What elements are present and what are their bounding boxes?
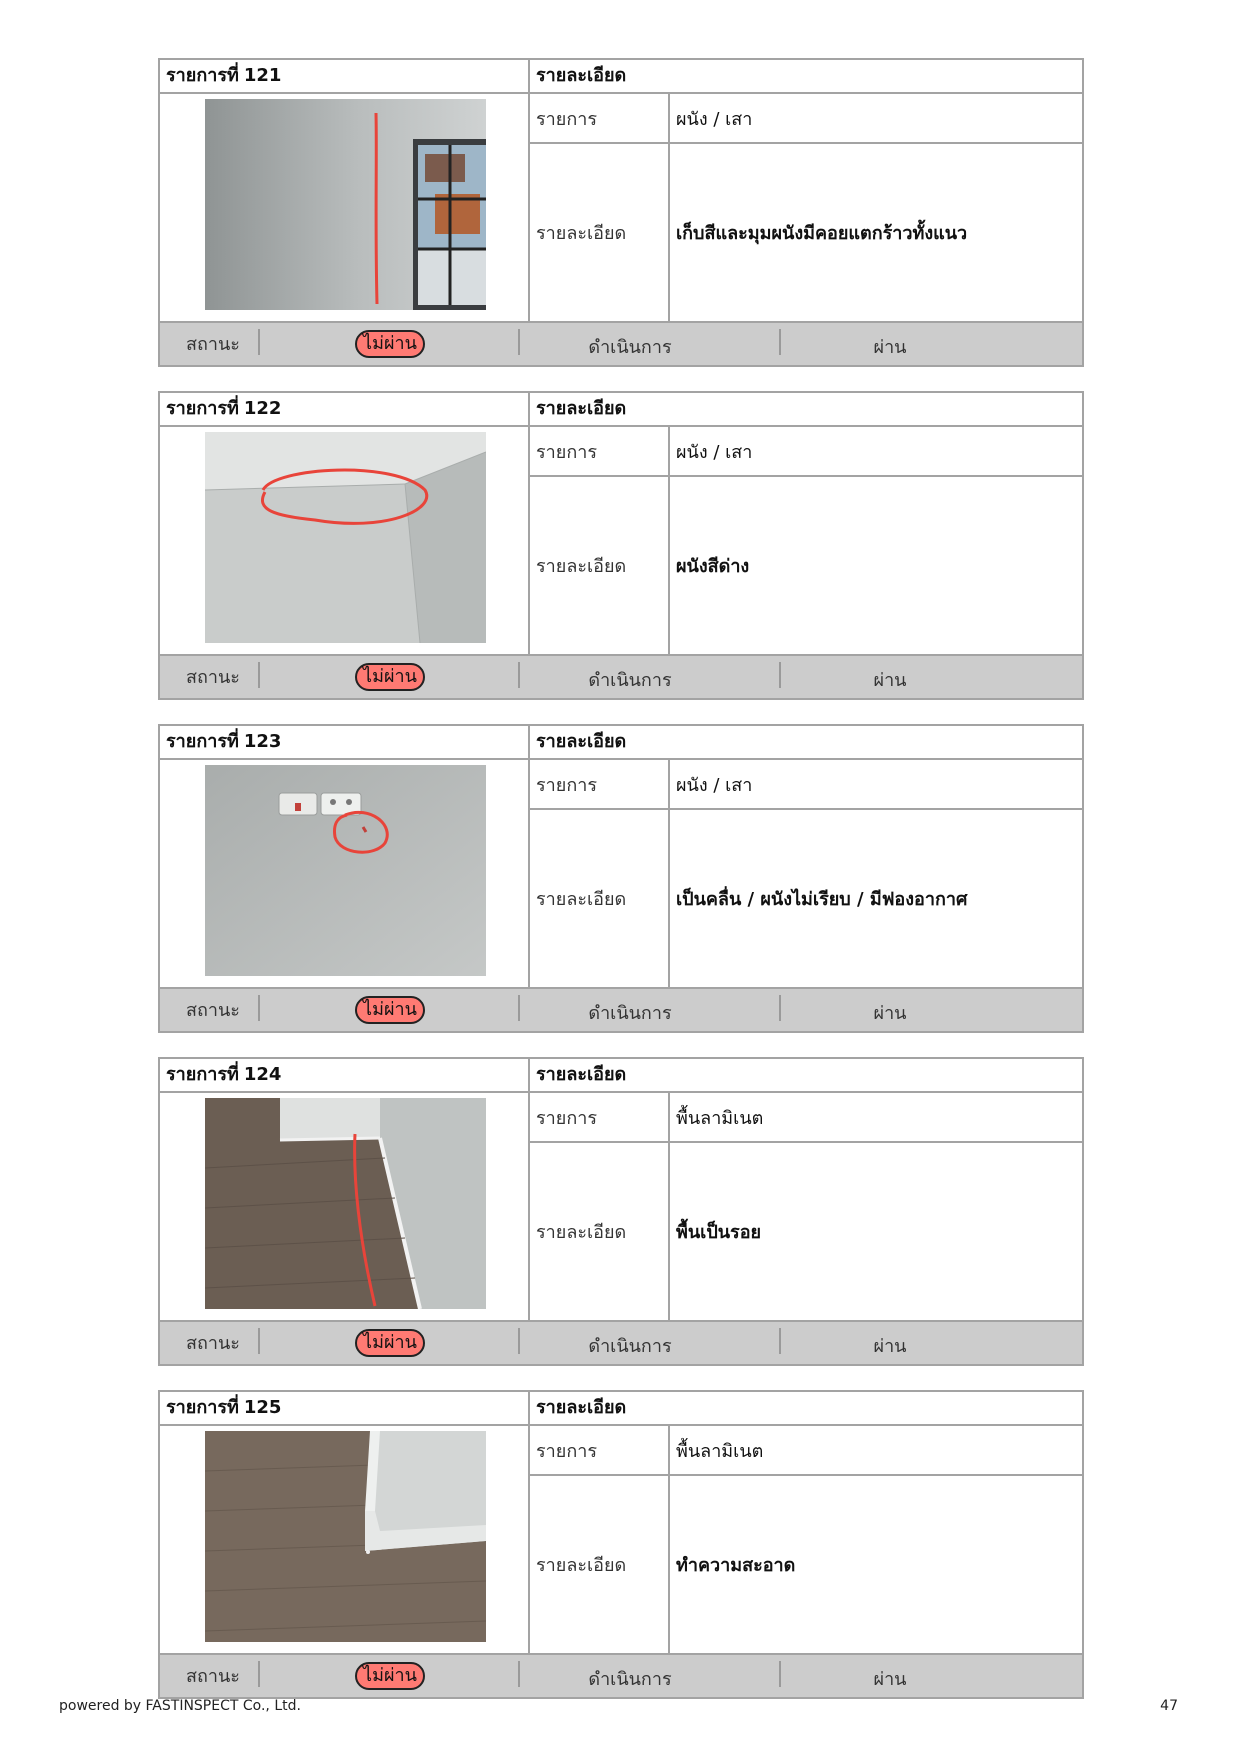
divider bbox=[518, 1328, 520, 1354]
photo-cell bbox=[160, 94, 530, 321]
status-pass[interactable]: ผ่าน bbox=[873, 1669, 907, 1690]
item-label: รายการ bbox=[530, 760, 670, 808]
detail-label: รายละเอียด bbox=[530, 810, 670, 987]
item-row bbox=[530, 1426, 1082, 1476]
card-header bbox=[160, 393, 1082, 427]
detail-header: รายละเอียด bbox=[536, 731, 627, 752]
item-number: 121 bbox=[243, 65, 282, 86]
item-label: รายการ bbox=[530, 1093, 670, 1141]
card-body bbox=[160, 427, 1082, 654]
defect-photo[interactable] bbox=[205, 765, 486, 976]
divider bbox=[518, 662, 520, 688]
detail-row bbox=[530, 477, 1082, 654]
inspection-card bbox=[158, 1390, 1084, 1699]
detail-label: รายละเอียด bbox=[530, 144, 670, 321]
item-title bbox=[160, 1392, 530, 1424]
item-title bbox=[160, 60, 530, 92]
divider bbox=[258, 329, 260, 355]
item-value: ผนัง / เสา bbox=[676, 441, 753, 463]
status-pass[interactable]: ผ่าน bbox=[873, 670, 907, 691]
status-in-progress[interactable]: ดำเนินการ bbox=[588, 670, 672, 691]
photo-cell bbox=[160, 427, 530, 654]
detail-header: รายละเอียด bbox=[536, 65, 627, 86]
inspection-list bbox=[158, 58, 1084, 1723]
status-fail-badge[interactable]: ไม่ผ่าน bbox=[355, 1662, 425, 1690]
detail-value: เก็บสีและมุมผนังมีคอยแตกร้าวทั้งแนว bbox=[676, 223, 968, 244]
defect-photo[interactable] bbox=[205, 1431, 486, 1642]
card-header bbox=[160, 60, 1082, 94]
item-row bbox=[530, 94, 1082, 144]
photo-cell bbox=[160, 1426, 530, 1653]
divider bbox=[258, 1328, 260, 1354]
status-fail-badge[interactable]: ไม่ผ่าน bbox=[355, 1329, 425, 1357]
status-bar bbox=[160, 1320, 1082, 1364]
page-number: 47 bbox=[1160, 1698, 1178, 1714]
status-in-progress[interactable]: ดำเนินการ bbox=[588, 1669, 672, 1690]
card-body bbox=[160, 760, 1082, 987]
item-value: ผนัง / เสา bbox=[676, 774, 753, 796]
card-body bbox=[160, 1093, 1082, 1320]
divider bbox=[779, 329, 781, 355]
detail-row bbox=[530, 1476, 1082, 1653]
divider bbox=[258, 995, 260, 1021]
card-body bbox=[160, 94, 1082, 321]
item-title-prefix: รายการที่ bbox=[166, 65, 239, 86]
status-bar bbox=[160, 654, 1082, 698]
detail-header: รายละเอียด bbox=[536, 1397, 627, 1418]
detail-row bbox=[530, 144, 1082, 321]
divider bbox=[779, 662, 781, 688]
item-title-prefix: รายการที่ bbox=[166, 1397, 239, 1418]
divider bbox=[518, 995, 520, 1021]
detail-header: รายละเอียด bbox=[536, 1064, 627, 1085]
item-label: รายการ bbox=[530, 1426, 670, 1474]
detail-row bbox=[530, 1143, 1082, 1320]
detail-value: เป็นคลื่น / ผนังไม่เรียบ / มีฟองอากาศ bbox=[676, 889, 968, 910]
defect-photo[interactable] bbox=[205, 432, 486, 643]
item-row bbox=[530, 760, 1082, 810]
item-label: รายการ bbox=[530, 427, 670, 475]
status-label: สถานะ bbox=[186, 334, 240, 355]
photo-cell bbox=[160, 1093, 530, 1320]
status-in-progress[interactable]: ดำเนินการ bbox=[588, 1003, 672, 1024]
item-title bbox=[160, 393, 530, 425]
divider bbox=[779, 1661, 781, 1687]
divider bbox=[258, 1661, 260, 1687]
inspection-card bbox=[158, 1057, 1084, 1366]
item-title-prefix: รายการที่ bbox=[166, 1064, 239, 1085]
divider bbox=[779, 995, 781, 1021]
detail-value: ทำความสะอาด bbox=[676, 1555, 796, 1576]
item-value: พื้นลามิเนต bbox=[676, 1107, 764, 1129]
item-value: พื้นลามิเนต bbox=[676, 1440, 764, 1462]
card-body bbox=[160, 1426, 1082, 1653]
status-bar bbox=[160, 987, 1082, 1031]
defect-photo[interactable] bbox=[205, 99, 486, 310]
status-pass[interactable]: ผ่าน bbox=[873, 337, 907, 358]
detail-value: ผนังสีด่าง bbox=[676, 556, 750, 577]
defect-photo[interactable] bbox=[205, 1098, 486, 1309]
divider bbox=[258, 662, 260, 688]
inspection-card bbox=[158, 391, 1084, 700]
item-title-prefix: รายการที่ bbox=[166, 398, 239, 419]
item-title bbox=[160, 726, 530, 758]
card-header bbox=[160, 726, 1082, 760]
item-label: รายการ bbox=[530, 94, 670, 142]
divider bbox=[518, 329, 520, 355]
item-number: 122 bbox=[243, 398, 282, 419]
status-in-progress[interactable]: ดำเนินการ bbox=[588, 337, 672, 358]
item-row bbox=[530, 427, 1082, 477]
status-fail-badge[interactable]: ไม่ผ่าน bbox=[355, 996, 425, 1024]
status-fail-badge[interactable]: ไม่ผ่าน bbox=[355, 663, 425, 691]
photo-cell bbox=[160, 760, 530, 987]
item-number: 125 bbox=[243, 1397, 282, 1418]
status-label: สถานะ bbox=[186, 1666, 240, 1687]
detail-value: พื้นเป็นรอย bbox=[676, 1222, 762, 1243]
item-number: 123 bbox=[243, 731, 282, 752]
detail-label: รายละเอียด bbox=[530, 1143, 670, 1320]
status-pass[interactable]: ผ่าน bbox=[873, 1336, 907, 1357]
status-bar bbox=[160, 1653, 1082, 1697]
card-header bbox=[160, 1392, 1082, 1426]
detail-label: รายละเอียด bbox=[530, 1476, 670, 1653]
powered-by-footer: powered by FASTINSPECT Co., Ltd. bbox=[59, 1698, 301, 1714]
status-in-progress[interactable]: ดำเนินการ bbox=[588, 1336, 672, 1357]
status-label: สถานะ bbox=[186, 1000, 240, 1021]
divider bbox=[518, 1661, 520, 1687]
inspection-card bbox=[158, 724, 1084, 1033]
item-row bbox=[530, 1093, 1082, 1143]
status-fail-badge[interactable]: ไม่ผ่าน bbox=[355, 330, 425, 358]
item-title bbox=[160, 1059, 530, 1091]
detail-row bbox=[530, 810, 1082, 987]
status-bar bbox=[160, 321, 1082, 365]
divider bbox=[779, 1328, 781, 1354]
detail-label: รายละเอียด bbox=[530, 477, 670, 654]
item-title-prefix: รายการที่ bbox=[166, 731, 239, 752]
item-number: 124 bbox=[243, 1064, 282, 1085]
detail-header: รายละเอียด bbox=[536, 398, 627, 419]
status-label: สถานะ bbox=[186, 1333, 240, 1354]
inspection-card bbox=[158, 58, 1084, 367]
status-label: สถานะ bbox=[186, 667, 240, 688]
status-pass[interactable]: ผ่าน bbox=[873, 1003, 907, 1024]
item-value: ผนัง / เสา bbox=[676, 108, 753, 130]
card-header bbox=[160, 1059, 1082, 1093]
